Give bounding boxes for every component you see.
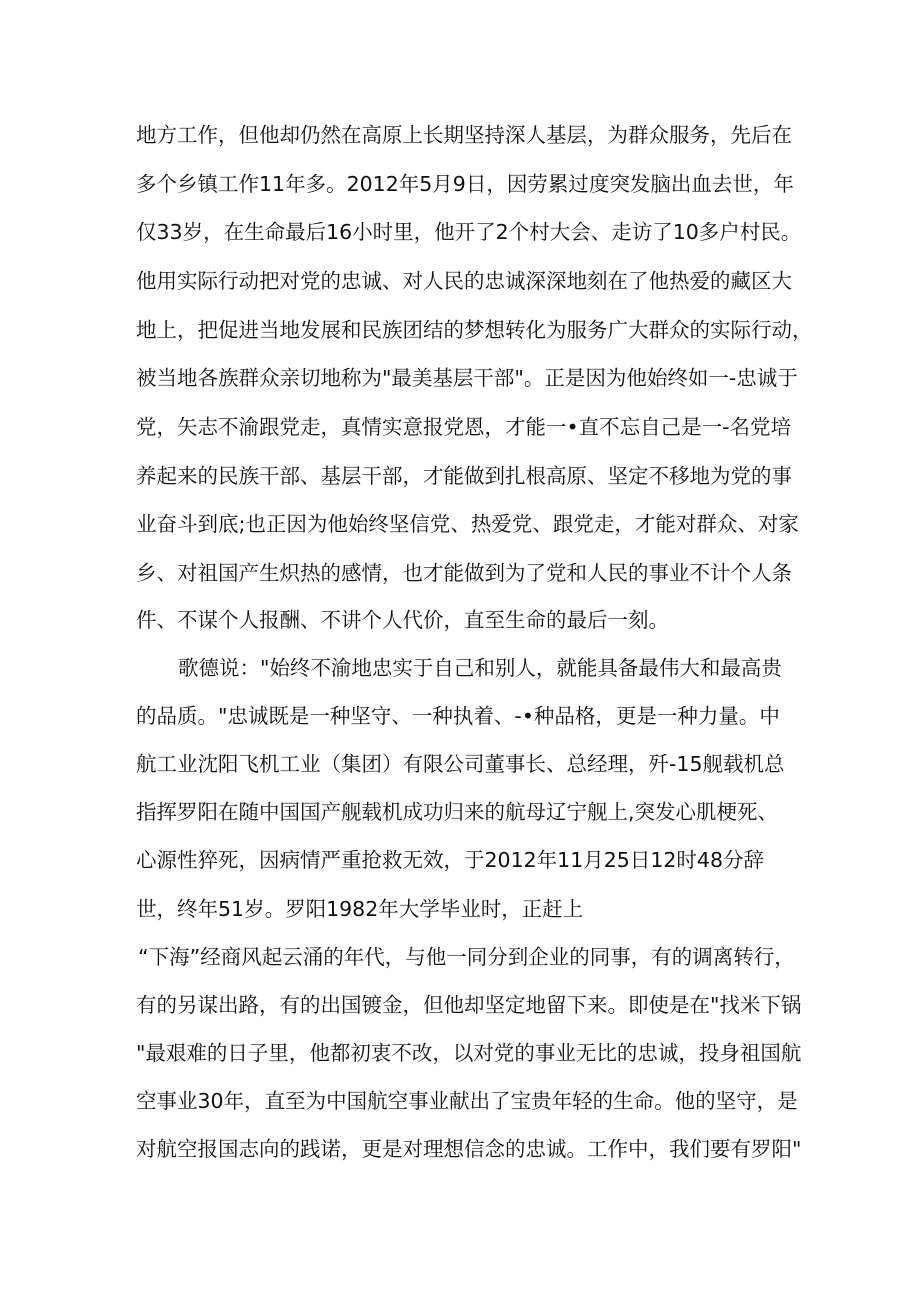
text-line: 多个乡镇工作11年多。2012年5月9日，因劳累过度突发脑出血去世，年	[136, 172, 794, 196]
text-line: 空事业30年，直至为中国航空事业献出了宝贵年轻的生命。他的坚守，是	[136, 1089, 798, 1113]
text-line: 党，矢志不渝跟党走，真情实意报党恩，才能一•直不忘自己是一-名党培	[136, 415, 791, 439]
text-line: 心源性猝死，因病情严重抢救无效，于2012年11月25日12时48分辞	[136, 848, 765, 872]
text-line: 地方工作，但他却仍然在高原上长期坚持深人基层，为群众服务，先后在	[136, 123, 792, 147]
text-line: 乡、对祖国产生炽热的感情，也才能做到为了党和人民的事业不计个人条	[136, 561, 792, 585]
text-line: 有的另谋出路，有的出国镀金，但他却坚定地留下来。即使是在"找米下锅	[136, 993, 802, 1017]
text-line: 的品质。"忠诚既是一种坚守、一种执着、-•种品格，更是一种力量。中	[136, 704, 780, 728]
text-line: 对航空报国志向的践诺，更是对理想信念的忠诚。工作中，我们要有罗阳"	[136, 1137, 802, 1161]
text-line: 件、不谋个人报酬、不讲个人代价，直至生命的最后一刻。	[136, 608, 669, 632]
text-line: 指挥罗阳在随中国国产舰载机成功归来的航母辽宁舰上,突发心肌梗死、	[136, 800, 779, 824]
text-line: 仅33岁，在生命最后16小时里，他开了2个村大会、走访了10多户村民。	[136, 220, 802, 244]
text-line: 被当地各族群众亲切地称为"最美基层干部"。正是因为他始终如一-忠诚于	[136, 366, 798, 390]
text-line: 他用实际行动把对党的忠诚、对人民的忠诚深深地刻在了他热爱的藏区大	[136, 269, 792, 293]
text-line: 世，终年51岁。罗阳1982年大学毕业时，正赶上	[136, 897, 584, 921]
paragraph-first-line: 歌德说："始终不渝地忠实于自己和别人，就能具备最伟大和最高贵	[178, 656, 782, 680]
text-line: 航工业沈阳飞机工业（集团）有限公司董事长、总经理，歼-15舰载机总	[136, 752, 785, 776]
text-line: “下海”经商风起云涌的年代，与他一同分到企业的同事，有的调离转行，	[138, 945, 795, 969]
text-line: 地上，把促进当地发展和民族团结的梦想转化为服务广大群众的实际行动，	[136, 318, 813, 342]
text-line: 养起来的民族干部、基层干部，才能做到扎根高原、坚定不移地为党的事	[136, 464, 792, 488]
text-line: "最艰难的日子里，他都初衷不改，以对党的事业无比的忠诚，投身祖国航	[136, 1041, 802, 1065]
text-line: 业奋斗到底;也正因为他始终坚信党、热爱党、跟党走，才能对群众、对家	[136, 512, 799, 536]
